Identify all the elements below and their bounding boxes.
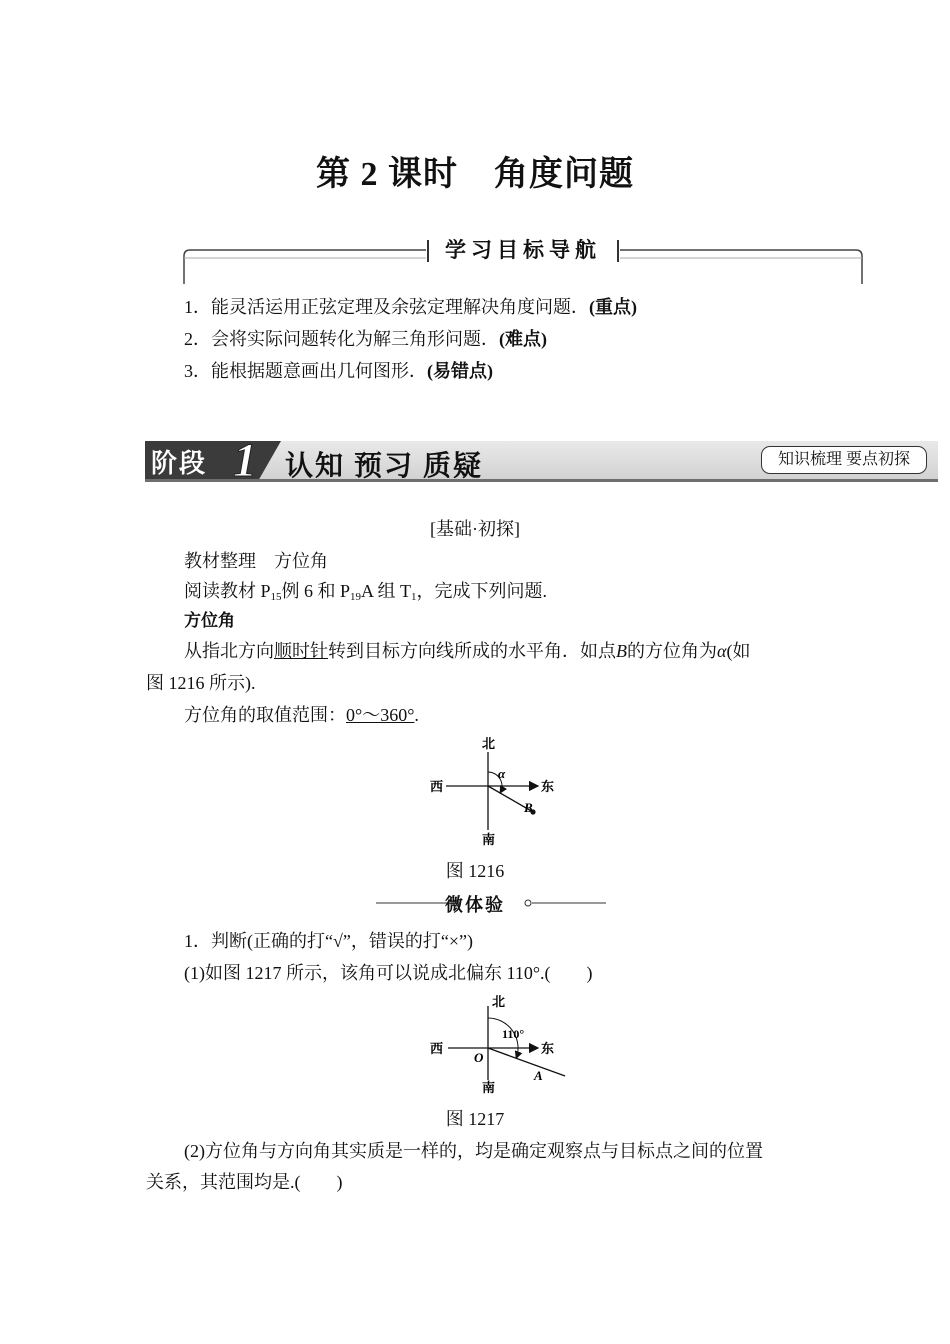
azimuth-range: 方位角的取值范围：0°～360°.: [184, 705, 419, 725]
azimuth-definition: 从指北方向顺时针转到目标方向线所成的水平角．如点B的方位角为α(如: [184, 641, 751, 661]
figure-1216-caption: 图 1216: [445, 861, 505, 881]
lesson-number: 第 2 课时: [316, 156, 458, 193]
west-label: 西: [430, 779, 444, 794]
figure-1216: [420, 734, 570, 846]
azimuth-definition-cont: 图 1216 所示).: [146, 673, 256, 693]
reading-instruction: 阅读教材 $P_{15}$例 6 和 $P_{19}A$ 组 $T_1$，完成下列问题.: [184, 581, 548, 603]
page-title: [0, 146, 950, 195]
south-label: 南: [482, 1080, 496, 1094]
azimuth-subheading: 方位角: [184, 611, 235, 631]
question-1-statement-1: (1)如图 1217 所示，该角可以说成北偏东 110°.( ): [184, 963, 593, 983]
question-1-statement-2: (2)方位角与方向角其实质是一样的，均是确定观察点与目标点之间的位置: [184, 1141, 763, 1161]
stage-number: 1: [233, 434, 257, 487]
stage-title: 认知 预习 质疑: [285, 451, 484, 482]
figure-1217-caption: 图 1217: [445, 1109, 505, 1129]
objectives-heading: 学习目标导航: [445, 238, 601, 262]
point-b-label: B: [524, 800, 533, 815]
east-label: 东: [541, 779, 555, 794]
figure-1217: [420, 994, 570, 1094]
south-label: 南: [482, 832, 496, 846]
angle-label: 110°: [502, 1027, 525, 1041]
north-label: 北: [482, 736, 496, 751]
alpha-label: α: [498, 766, 506, 781]
west-label: 西: [430, 1041, 444, 1056]
origin-label: O: [474, 1050, 484, 1065]
point-a-label: A: [534, 1068, 543, 1083]
material-heading: 教材整理 方位角: [184, 551, 328, 571]
stage-label: 阶段: [151, 449, 208, 479]
question-1-stem: 1．判断(正确的打“√”，错误的打“×”): [184, 931, 473, 951]
stage-banner: [145, 434, 938, 487]
objective-item: 3．能根据题意画出几何图形．(易错点): [184, 361, 493, 381]
section-tag: [基础·初探]: [430, 519, 520, 539]
east-label: 东: [541, 1041, 555, 1056]
question-1-statement-2-cont: 关系，其范围均是.( ): [146, 1172, 343, 1192]
stage-subtitle-badge: 知识梳理 要点初探: [761, 446, 927, 474]
lesson-topic: 角度问题: [494, 156, 634, 193]
objective-item: 1．能灵活运用正弦定理及余弦定理解决角度问题．(重点): [184, 297, 637, 317]
micro-heading: 微体验: [445, 895, 505, 915]
objective-item: 2．会将实际问题转化为解三角形问题．(难点): [184, 329, 547, 349]
north-label: 北: [492, 994, 506, 1009]
